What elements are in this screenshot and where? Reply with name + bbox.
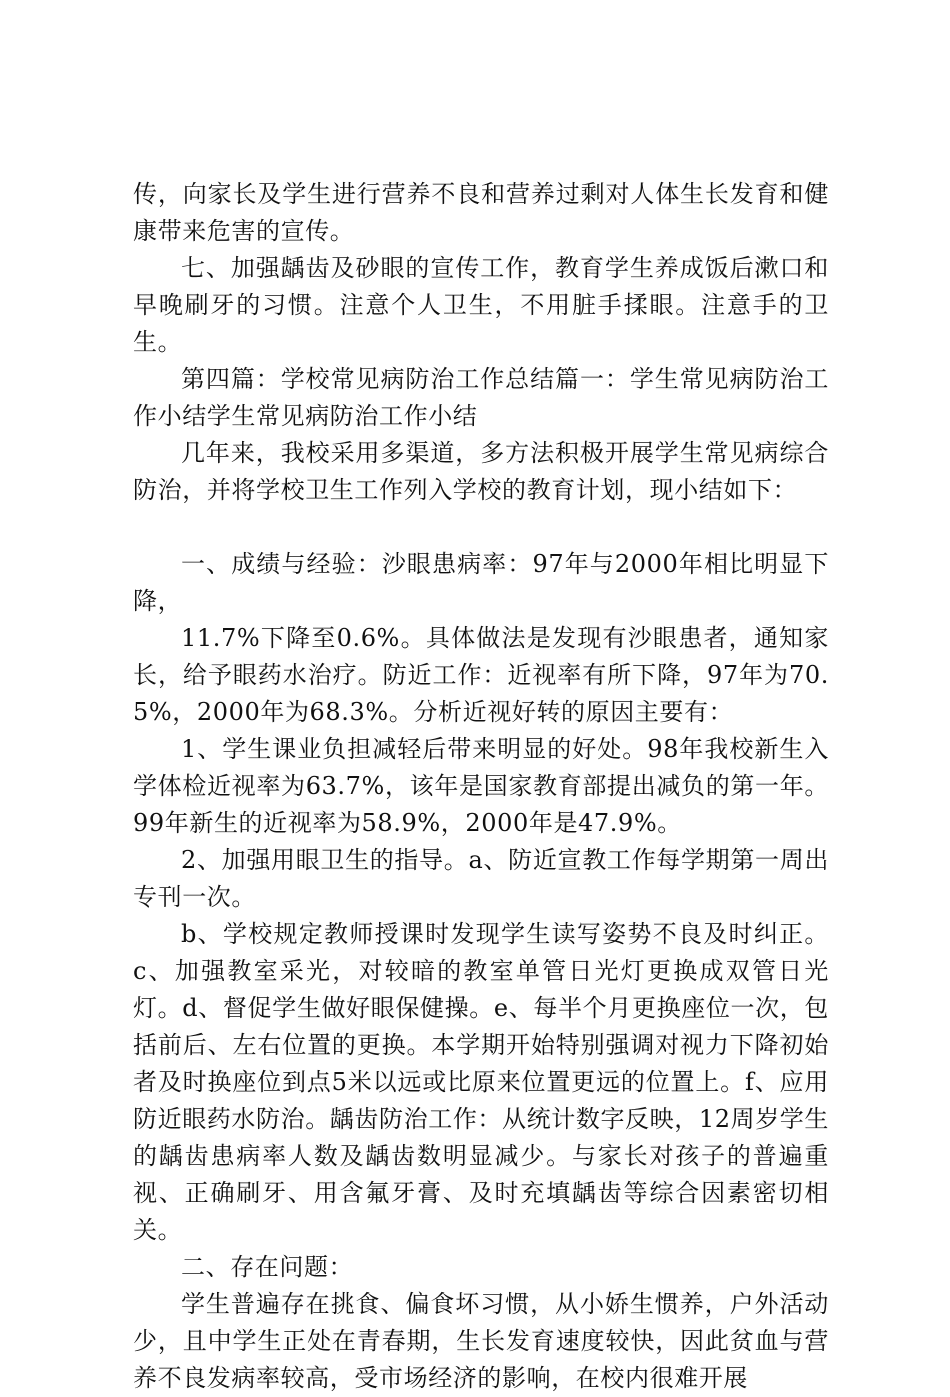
paragraph-reason-one: 1、学生课业负担减轻后带来明显的好处。98年我校新生入学体检近视率为63.7%，该年是国家教育部提出减负的第一年。99年新生的近视率为58.9%，2000年是47.9%。 (133, 735, 829, 837)
document-body (133, 176, 829, 1397)
paragraph-problems-body: 学生普遍存在挑食、偏食坏习惯，从小娇生惯养，户外活动少，且中学生正处在青春期，生长发育速度较快，因此贫血与营养不良发病率较高，受市场经济的影响，在校内很难开展 (133, 1290, 829, 1392)
paragraph-continuation: 传，向家长及学生进行营养不良和营养过剩对人体生长发育和健康带来危害的宣传。 (133, 180, 829, 245)
paragraph-achievements-heading: 一、成绩与经验：沙眼患病率：97年与2000年相比明显下降， (133, 550, 829, 615)
paragraph-trachoma-myopia: 11.7%下降至0.6%。具体做法是发现有沙眼患者，通知家长，给予眼药水治疗。防近工作：近视率有所下降，97年为70.5%，2000年为68.3%。分析近视好转的原因主要有： (133, 624, 829, 726)
paragraph-intro: 几年来，我校采用多渠道，多方法积极开展学生常见病综合防治，并将学校卫生工作列入学校的教育计划，现小结如下： (133, 439, 829, 504)
paragraph-measures: b、学校规定教师授课时发现学生读写姿势不良及时纠正。c、加强教室采光，对较暗的教室单管日光灯更换成双管日光灯。d、督促学生做好眼保健操。e、每半个月更换座位一次，包括前后、左右位置的更换。本学期开始特别强调对视力下降初始者及时换座位到点5米以远或比原来位置更远的位置上。f、应用防近眼药水防治。龋齿防治工作：从统计数字反映，12周岁学生的龋齿患病率人数及龋齿数明显减少。与家长对孩子的普遍重视、正确刷牙、用含氟牙膏、及时充填龋齿等综合因素密切相关。 (133, 920, 829, 1244)
paragraph-chapter-four-title: 第四篇：学校常见病防治工作总结篇一：学生常见病防治工作小结学生常见病防治工作小结 (133, 365, 829, 430)
paragraph-item-seven: 七、加强龋齿及砂眼的宣传工作，教育学生养成饭后漱口和早晚刷牙的习惯。注意个人卫生，不用脏手揉眼。注意手的卫生。 (133, 254, 829, 356)
paragraph-problems-heading: 二、存在问题： (181, 1253, 354, 1281)
paragraph-reason-two: 2、加强用眼卫生的指导。a、防近宣教工作每学期第一周出专刊一次。 (133, 846, 829, 911)
